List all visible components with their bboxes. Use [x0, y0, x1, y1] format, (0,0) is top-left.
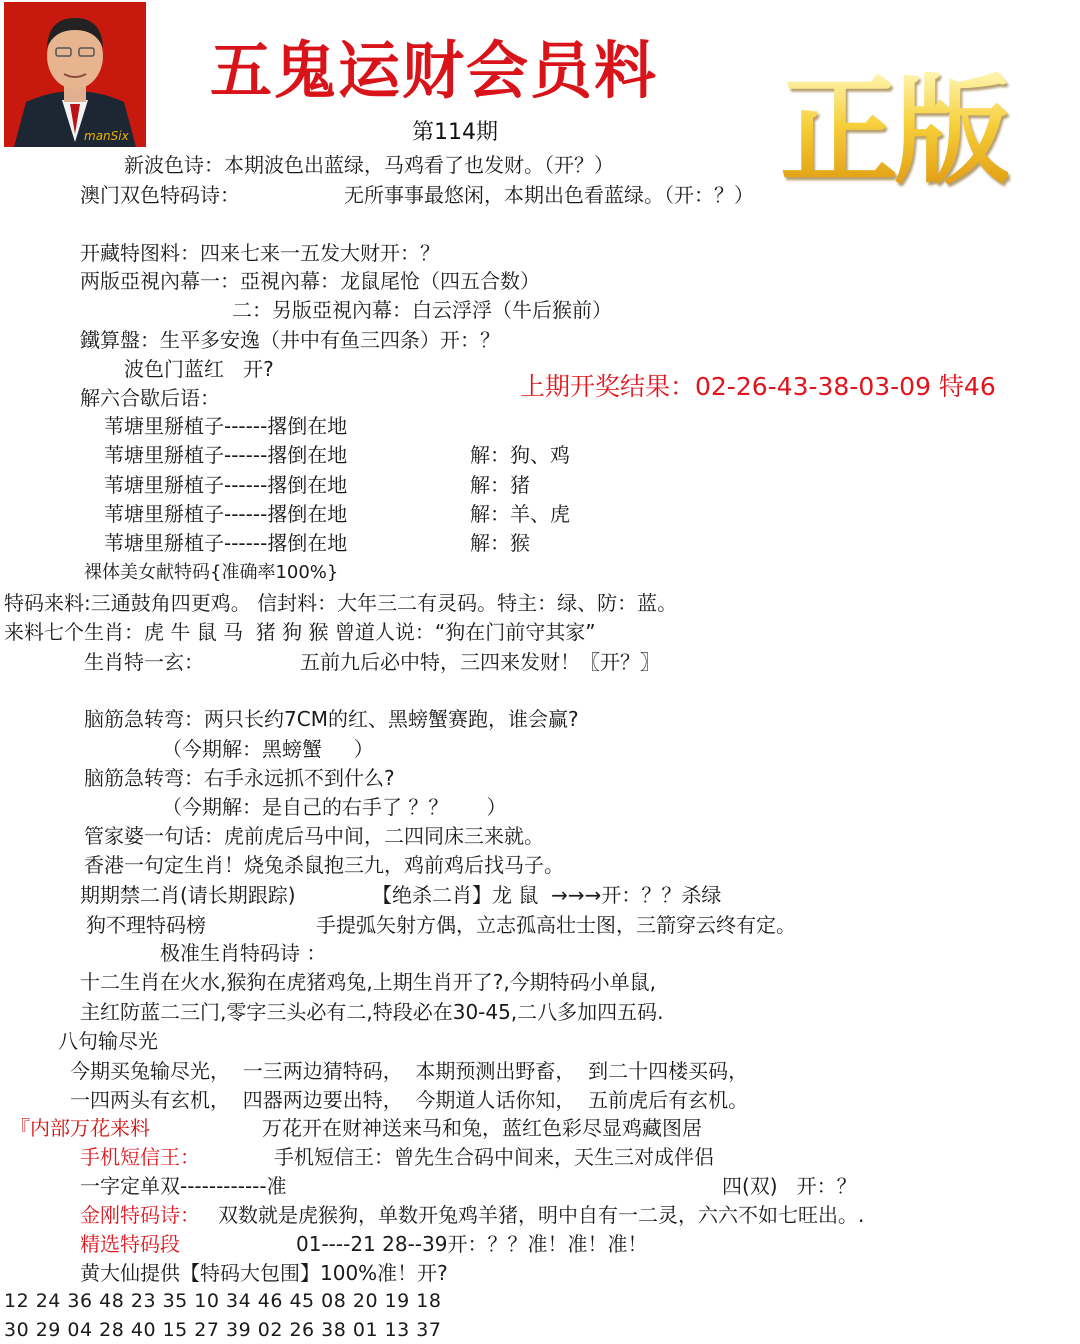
- proverb-line: 苇塘里掰植子------撂倒在地: [104, 531, 348, 555]
- hidden-picture-line: 开藏特图料：四来七来一五发大财开：？: [80, 241, 440, 265]
- proverb-answer: 解：猪: [470, 473, 530, 497]
- macau-poem-label: 澳门双色特码诗：: [80, 183, 240, 207]
- proverb-answer: 解：羊、虎: [470, 502, 570, 526]
- iron-abacus-line: 鐵算盤：生平多安逸（井中有鱼三四条）开：？: [80, 328, 500, 352]
- portrait-image: [4, 2, 146, 147]
- wave-door-line: 波色门蓝红 开?: [124, 357, 274, 381]
- inner-flower-text: 万花开在财神送来马和兔，蓝红色彩尽显鸡藏图居: [262, 1116, 702, 1140]
- proverb-line: 苇塘里掰植子------撂倒在地: [104, 473, 348, 497]
- housekeeper-line: 管家婆一句话：虎前虎后马中间，二四同床三来就。: [84, 824, 544, 848]
- atv-insider-one: 两版亞視內幕一：亞視內幕：龙鼠尾怆（四五合数）: [80, 269, 540, 293]
- page-title: 五鬼运财会员料: [210, 34, 659, 107]
- diamond-poem-label: 金刚特码诗：: [80, 1203, 200, 1227]
- proverb-line: 苇塘里掰植子------撂倒在地: [104, 443, 348, 467]
- eight-lines-2: 一四两头有玄机， 四器两边要出特， 今期道人话你知， 五前虎后有玄机。: [70, 1088, 749, 1112]
- zodiac-source: 来料七个生肖：虎 牛 鼠 马 猪 狗 猴 曾道人说：“狗在门前守其家”: [4, 620, 596, 644]
- riddle-one-answer: （今期解：黑螃蟹 ）: [162, 737, 374, 761]
- selected-range-label: 精选特码段: [80, 1232, 180, 1256]
- last-draw-result: 上期开奖结果：02-26-43-38-03-09 特46: [520, 372, 996, 401]
- dog-list-label: 狗不理特码榜: [86, 913, 206, 937]
- riddle-two: 脑筋急转弯：右手永远抓不到什么?: [84, 766, 395, 790]
- wong-tai-sin-line: 黄大仙提供【特码大包围】100%准！开?: [80, 1261, 448, 1285]
- zodiac-mystery-text: 五前九后必中特，三四来发财！〖开？〗: [300, 650, 660, 674]
- proverb-answer: 解：猴: [470, 531, 530, 555]
- issue-number: 第114期: [412, 120, 498, 145]
- number-row-1: 12 24 36 48 23 35 10 34 46 45 08 20 19 18: [4, 1290, 442, 1312]
- proverb-line: 苇塘里掰植子------撂倒在地: [104, 414, 348, 438]
- wave-color-poem: 新波色诗：本期波色出蓝绿，马鸡看了也发财。（开？）: [124, 153, 614, 177]
- atv-insider-two: 二：另版亞視內幕：白云浮浮（牛后猴前）: [232, 298, 612, 322]
- diamond-poem-text: 双数就是虎猴狗，单数开兔鸡羊猪，明中自有一二灵，六六不如七旺出。.: [218, 1203, 865, 1227]
- riddle-two-answer: （今期解：是自己的右手了 ？？ ）: [162, 795, 507, 819]
- zodiac-poem-heading: 极准生肖特码诗 ：: [160, 941, 327, 965]
- eight-lines-heading: 八句输尽光: [58, 1029, 158, 1053]
- zodiac-poem-line-1: 十二生肖在火水,猴狗在虎猪鸡兔,上期生肖开了?,今期特码小单鼠,: [80, 970, 657, 994]
- proverb-line: 苇塘里掰植子------撂倒在地: [104, 502, 348, 526]
- riddle-one: 脑筋急转弯：两只长约7CM的红、黑螃蟹赛跑，谁会赢?: [84, 707, 579, 731]
- sms-king-text: 手机短信王：曾先生合码中间来，天生三对成伴侣: [274, 1145, 714, 1169]
- genuine-stamp: 正版: [780, 62, 1009, 200]
- kill-zodiac-text: 【绝杀二肖】龙 鼠 →→→开：？？杀绿: [372, 883, 722, 907]
- proverb-answer: 解：狗、鸡: [470, 443, 570, 467]
- macau-poem-text: 无所事事最悠闲，本期出色看蓝绿。（开：？）: [344, 183, 754, 207]
- zodiac-mystery-label: 生肖特一玄：: [84, 650, 204, 674]
- number-row-2: 30 29 04 28 40 15 27 39 02 26 38 01 13 37: [4, 1319, 442, 1341]
- special-code-source: 特码来料:三通鼓角四更鸡。 信封料：大年三二有灵码。特主：绿、防：蓝。: [4, 591, 678, 615]
- photo-watermark: manSix: [84, 129, 129, 143]
- banned-zodiac-label: 期期禁二肖(请长期跟踪): [80, 883, 296, 907]
- selected-range-text: 01----21 28--39开：？？准！准！准！: [296, 1232, 648, 1256]
- proverb-heading: 解六合歇后语：: [80, 386, 220, 410]
- zodiac-poem-line-2: 主红防蓝二三门,零字三头必有二,特段必在30-45,二八多加四五码.: [80, 1000, 664, 1024]
- accuracy-line: 裸体美女献特码{准确率100%}: [84, 562, 339, 583]
- odd-even-label: 一字定单双------------准: [80, 1174, 287, 1198]
- sms-king-label: 手机短信王：: [80, 1145, 200, 1169]
- odd-even-result: 四(双) 开：？: [722, 1174, 857, 1198]
- eight-lines-1: 今期买兔输尽光， 一三两边猜特码， 本期预测出野畜， 到二十四楼买码，: [70, 1059, 749, 1083]
- dog-list-text: 手提弧矢射方偶，立志孤高壮士图，三箭穿云终有定。: [316, 913, 796, 937]
- inner-flower-label: 『内部万花来料: [10, 1116, 150, 1140]
- hongkong-line: 香港一句定生肖！烧兔杀鼠抱三九，鸡前鸡后找马子。: [84, 853, 564, 877]
- author-photo: [4, 2, 146, 147]
